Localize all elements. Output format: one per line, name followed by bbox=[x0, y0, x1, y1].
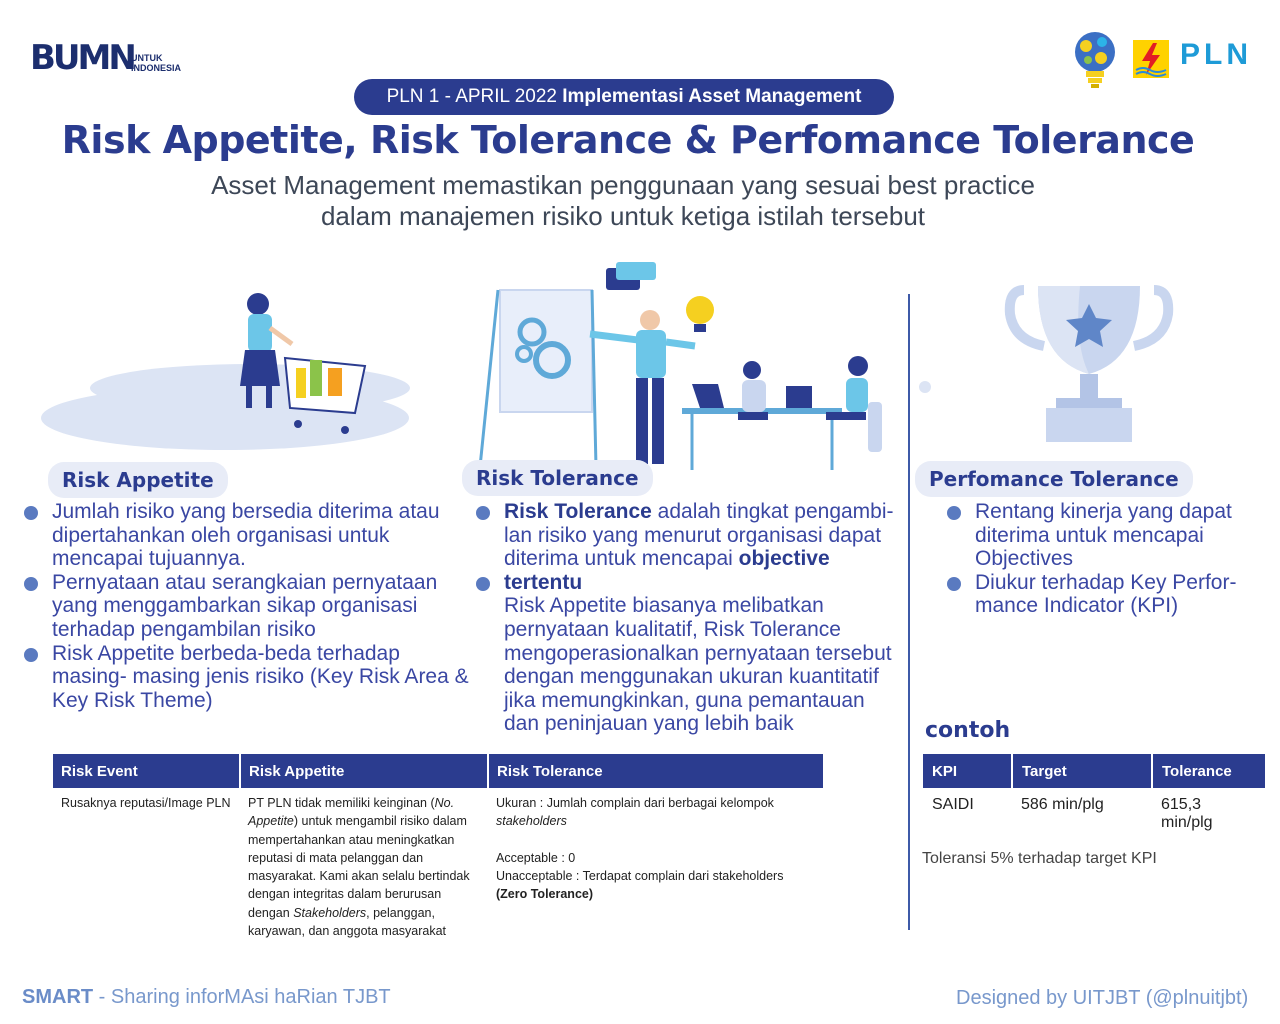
kpi-note: Toleransi 5% terhadap target KPI bbox=[922, 850, 1157, 867]
kpi-table bbox=[923, 754, 1265, 840]
list-item-text: Rentang kinerja yang dapat diterima untuk mencapai Objectives bbox=[975, 500, 1232, 571]
cell-text: , pelanggan, karyawan, dan anggota masyarakat bbox=[248, 905, 447, 939]
performance-tolerance-label: Perfomance Tolerance bbox=[915, 461, 1193, 497]
bullet-dot bbox=[476, 506, 490, 520]
bullet-dot bbox=[476, 577, 490, 591]
risk-table bbox=[53, 754, 823, 946]
risk-tolerance-label: Risk Tolerance bbox=[462, 460, 653, 496]
table-header: Risk Tolerance bbox=[488, 754, 823, 788]
footer-credit: Designed by UITJBT (@plnuitjbt) bbox=[956, 987, 1249, 1009]
shopping-woman-illustration bbox=[40, 288, 410, 458]
kpi-cell: SAIDI bbox=[932, 796, 974, 813]
bumn-logo: BUMN bbox=[30, 38, 134, 78]
table-header: Target bbox=[1012, 754, 1152, 788]
bumn-logo-subtitle: UNTUK INDONESIA bbox=[131, 53, 182, 73]
column-divider bbox=[908, 294, 910, 930]
pln-logo-text: PLN bbox=[1180, 38, 1252, 71]
date-banner bbox=[354, 79, 894, 115]
bulb-logo-icon bbox=[1068, 28, 1122, 90]
table-row bbox=[53, 788, 823, 946]
banner-date: PLN 1 - APRIL 2022 bbox=[386, 86, 557, 107]
table-header-row bbox=[923, 754, 1265, 788]
table-header: Risk Appetite bbox=[240, 754, 488, 788]
bullet-dot bbox=[24, 577, 38, 591]
trophy-illustration bbox=[1004, 282, 1174, 444]
cell-text: Ukuran : Jumlah complain dari berbagai kelompok bbox=[496, 796, 774, 810]
table-header: Tolerance bbox=[1152, 754, 1265, 788]
cell-text: ) untuk mengambil risiko dalam mempertahankan atau meningkatkan reputasi di mata pelanggan dan masyarakat. Kami akan selalu bertindak dengan integritas dalam berurusan dengan bbox=[248, 814, 470, 920]
page-title: Risk Appetite, Risk Tolerance & Perfomance Tolerance bbox=[61, 118, 1195, 162]
pln-logo-icon bbox=[1133, 40, 1169, 78]
list-item-bold: objective bbox=[738, 547, 830, 571]
example-heading: contoh bbox=[925, 718, 1011, 743]
subtitle-line-2: dalam manajemen risiko untuk ketiga istilah tersebut bbox=[320, 201, 926, 231]
risk-event-cell: Rusaknya reputasi/Image PLN bbox=[61, 796, 231, 810]
list-item bbox=[22, 571, 472, 642]
performance-tolerance-list bbox=[945, 500, 1245, 618]
list-item-text: Risk Appetite berbeda-beda terhadap masing- masing jenis risiko (Key Risk Area & Key Risk Theme) bbox=[52, 641, 469, 712]
bullet-dot bbox=[24, 648, 38, 662]
target-cell: 586 min/plg bbox=[1021, 796, 1104, 813]
risk-tolerance-list bbox=[474, 500, 904, 736]
cell-text: Unacceptable : Terdapat complain dari stakeholders bbox=[496, 868, 784, 883]
list-item bbox=[474, 571, 904, 736]
cell-text-italic: stakeholders bbox=[496, 814, 567, 829]
bullet-dot bbox=[947, 577, 961, 591]
risk-tolerance-cell bbox=[488, 788, 823, 946]
list-item-text: Diukur terhadap Key Perfor-mance Indicator (KPI) bbox=[975, 570, 1237, 618]
banner-topic: Implementasi Asset Management bbox=[562, 86, 862, 107]
list-item-text: Pernyataan atau serangkaian pernyataan yang menggambarkan sikap organisasi terhadap pengambilan risiko bbox=[52, 570, 438, 641]
list-item-bold: Risk Tolerance bbox=[504, 500, 652, 523]
cell-text-bold: (Zero Tolerance) bbox=[496, 887, 594, 902]
list-item bbox=[22, 500, 472, 571]
cell-text: Acceptable : 0 bbox=[496, 850, 576, 865]
decorative-dot bbox=[918, 380, 932, 394]
table-header: Risk Event bbox=[53, 754, 240, 788]
page-subtitle bbox=[0, 170, 1246, 232]
subtitle-line-1: Asset Management memastikan penggunaan yang sesuai best practice bbox=[211, 170, 1035, 200]
list-item-bold: tertentu bbox=[504, 570, 583, 594]
list-item-text: Risk Appetite biasanya melibatkan pernyataan kualitatif, Risk Tolerance mengoperasionalkan pernyataan tersebut dengan menggunakan ukuran kuantitatif jika memungkinkan, guna pemantauan dan peninjauan yang lebih baik bbox=[504, 594, 892, 736]
risk-appetite-label: Risk Appetite bbox=[48, 462, 228, 498]
list-item bbox=[945, 571, 1245, 618]
list-item-text: adalah tingkat pengambi-lan risiko yang menurut organisasi dapat diterima untuk mencapai bbox=[504, 500, 894, 571]
cell-text: PT PLN tidak memiliki keinginan ( bbox=[248, 796, 435, 810]
risk-appetite-list bbox=[22, 500, 472, 712]
table-row bbox=[923, 788, 1265, 840]
tolerance-cell: 615,3 min/plg bbox=[1161, 796, 1213, 831]
team-presentation-illustration bbox=[470, 262, 890, 474]
table-header-row bbox=[53, 754, 823, 788]
list-item bbox=[945, 500, 1245, 571]
cell-text-italic: No. Appetite bbox=[248, 796, 455, 829]
footer-brand bbox=[22, 986, 391, 1009]
bullet-dot bbox=[24, 506, 38, 520]
bullet-dot bbox=[947, 506, 961, 520]
list-item bbox=[474, 500, 904, 571]
list-item-text: Jumlah risiko yang bersedia diterima atau dipertahankan oleh organisasi untuk mencapai tujuannya. bbox=[52, 500, 440, 571]
risk-appetite-cell bbox=[240, 788, 488, 946]
footer-brand-text: - Sharing inforMAsi haRian TJBT bbox=[93, 986, 391, 1008]
footer-brand-bold: SMART bbox=[22, 986, 94, 1008]
table-header: KPI bbox=[923, 754, 1012, 788]
list-item bbox=[22, 642, 472, 713]
cell-text-italic: Stakeholders bbox=[293, 905, 367, 920]
